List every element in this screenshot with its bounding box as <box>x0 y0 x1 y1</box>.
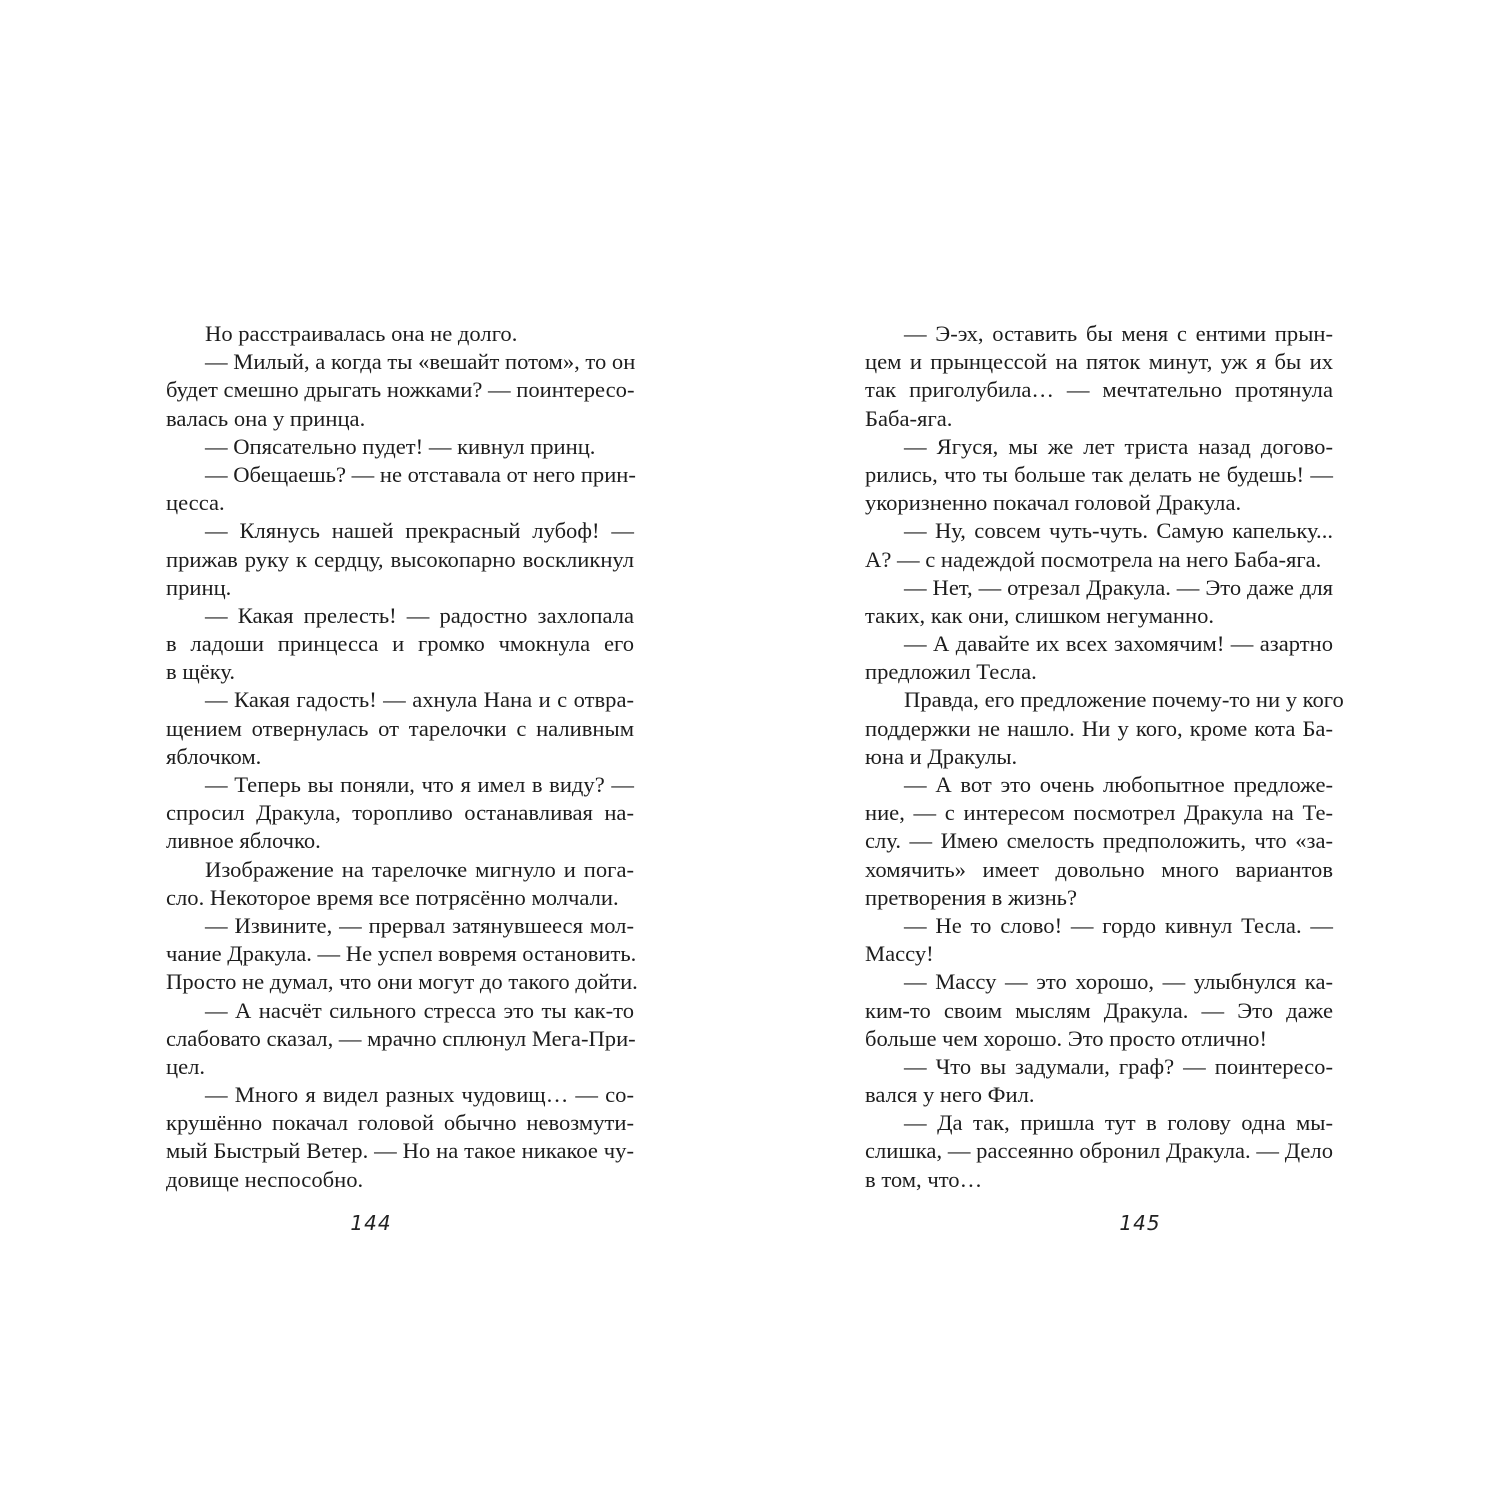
page-right <box>865 320 1344 1194</box>
text-line: больше чем хорошо. Это просто отлично! <box>865 1025 1267 1051</box>
text-line: — Что вы задумали, граф? — поинтересо- <box>904 1053 1333 1079</box>
text-line: укоризненно покачал головой Дракула. <box>865 490 1242 516</box>
text-line: ким-то своим мыслям Дракула. — Это даже <box>865 997 1333 1023</box>
text-line: мый Быстрый Ветер. — Но на такое никакое чу- <box>166 1138 634 1164</box>
text-line: вался у него Фил. <box>865 1082 1035 1108</box>
text-line: поддержки не нашло. Ни у кого, кроме кота Ба- <box>865 715 1333 741</box>
text-line: довище неспособно. <box>166 1166 364 1192</box>
text-line: яблочком. <box>166 743 262 769</box>
text-line: претворения в жизнь? <box>865 884 1078 910</box>
text-line: принц. <box>166 574 232 600</box>
text-line: — Нет, — отрезал Дракула. — Это даже для <box>904 574 1333 600</box>
text-line: Правда, его предложение почему-то ни у кого <box>904 687 1344 713</box>
text-line: слабовато сказал, — мрачно сплюнул Мега-При- <box>166 1025 636 1051</box>
text-line: чание Дракула. — Не успел вовремя остановить. <box>166 941 637 967</box>
text-line: — Э-эх, оставить бы меня с ентими прын- <box>904 321 1333 346</box>
text-line: ливное яблочко. <box>166 828 321 854</box>
text-line: хомячить» имеет довольно много вариантов <box>865 856 1333 882</box>
text-line: — Какая гадость! — ахнула Нана и с отвра- <box>205 687 634 713</box>
text-line: — Ягуся, мы же лет триста назад догово- <box>904 433 1333 459</box>
text-line: юна и Дракулы. <box>865 743 1018 769</box>
text-line: щением отвернулась от тарелочки с наливным <box>166 715 634 741</box>
text-line: — Милый, а когда ты «вешайт потом», то он <box>205 349 636 375</box>
text-line: крушённо покачал головой обычно невозмути- <box>166 1110 634 1136</box>
text-line: таких, как они, слишком негуманно. <box>865 602 1215 628</box>
text-line: валась она у принца. <box>166 405 366 431</box>
text-line: — Извините, — прервал затянувшееся мол- <box>205 912 634 938</box>
text-line: цесса. <box>166 490 225 516</box>
page-number-right: 145 <box>1119 1211 1161 1235</box>
page-left <box>166 320 638 1194</box>
text-line: — Много я видел разных чудовищ… — со- <box>205 1082 634 1108</box>
text-line: в том, что… <box>865 1166 983 1192</box>
text-line: рились, что ты больше так делать не будешь! — <box>865 461 1333 487</box>
text-line: сло. Некоторое время все потрясённо молчали. <box>166 884 619 910</box>
text-line: А? — с надеждой посмотрела на него Баба-яга. <box>865 546 1322 572</box>
text-line: слишка, — рассеянно обронил Дракула. — Дело <box>865 1138 1333 1164</box>
text-line: — Обещаешь? — не отставала от него прин- <box>205 461 636 487</box>
text-line: — А насчёт сильного стресса это ты как-то <box>205 997 634 1023</box>
text-line: — Не то слово! — гордо кивнул Тесла. — <box>904 912 1333 938</box>
text-line: так приголубила… — мечтательно протянула <box>865 377 1333 403</box>
text-line: Просто не думал, что они могут до такого дойти. <box>166 969 638 995</box>
text-line: в щёку. <box>166 659 236 685</box>
text-line: — Массу — это хорошо, — улыбнулся ка- <box>904 969 1333 995</box>
text-line: слу. — Имею смелость предположить, что «за- <box>865 828 1333 854</box>
text-line: — Теперь вы поняли, что я имел в виду? — <box>205 772 634 797</box>
text-line: Массу! <box>865 941 934 967</box>
page-number-left: 144 <box>350 1211 392 1235</box>
text-line: прижав руку к сердцу, высокопарно воскликнул <box>166 546 634 572</box>
text-line: спросил Дракула, торопливо останавливая на- <box>166 800 634 826</box>
text-line: цел. <box>166 1053 206 1079</box>
text-line: цем и прынцессой на пяток минут, уж я бы их <box>865 349 1333 375</box>
text-line: в ладоши принцесса и громко чмокнула его <box>166 631 634 657</box>
text-line: предложил Тесла. <box>865 659 1037 685</box>
text-line: — Опясательно пудет! — кивнул принц. <box>205 433 596 459</box>
text-line: Баба-яга. <box>865 405 953 431</box>
text-line: ние, — с интересом посмотрел Дракула на Те- <box>865 800 1333 826</box>
text-line: — Какая прелесть! — радостно захлопала <box>205 602 634 628</box>
text-line: — А вот это очень любопытное предложе- <box>904 772 1333 797</box>
text-line: — Да так, пришла тут в голову одна мы- <box>904 1110 1333 1136</box>
text-line: — А давайте их всех захомячим! — азартно <box>904 631 1333 657</box>
text-line: Но расстраивалась она не долго. <box>205 321 518 346</box>
text-line: Изображение на тарелочке мигнуло и пога- <box>205 856 634 882</box>
text-line: будет смешно дрыгать ножками? — поинтересо- <box>166 377 635 403</box>
text-line: — Клянусь нашей прекрасный лубоф! — <box>205 518 634 544</box>
text-line: — Ну, совсем чуть-чуть. Самую капельку... <box>904 518 1333 544</box>
